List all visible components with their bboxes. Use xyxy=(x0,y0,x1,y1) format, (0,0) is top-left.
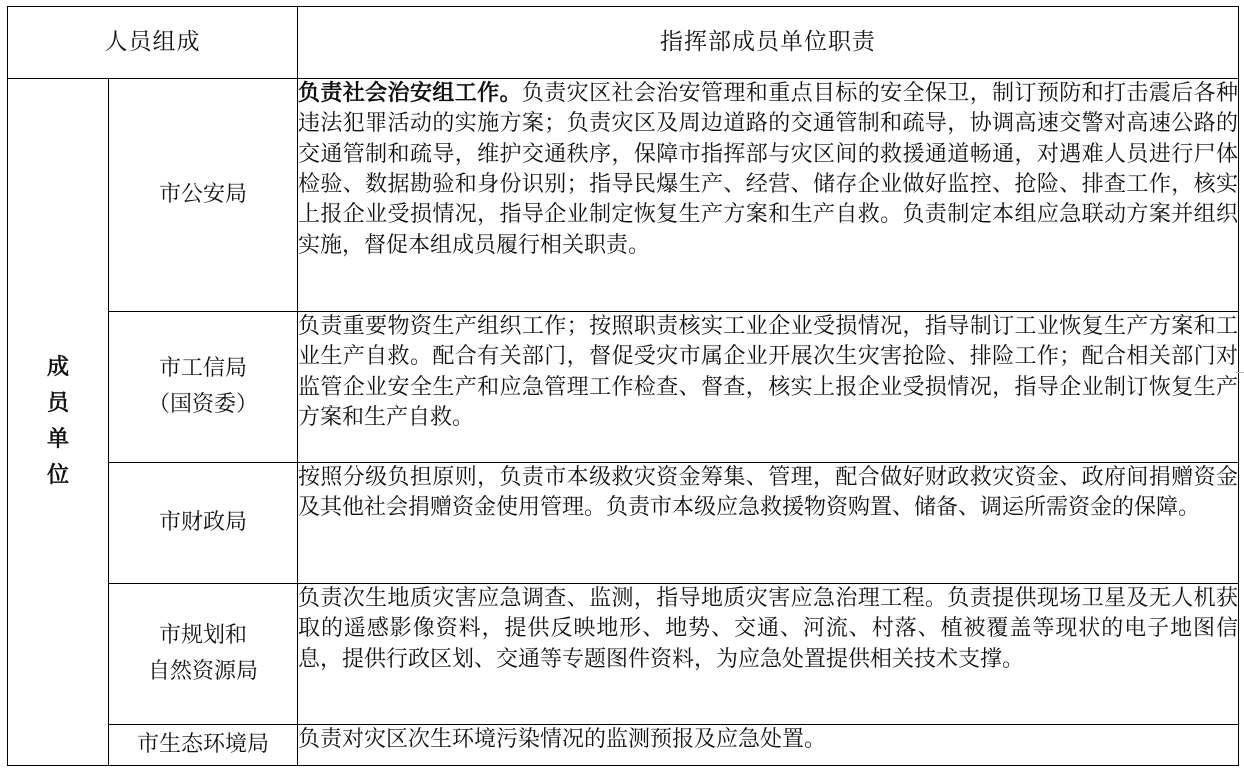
unit-name-line: 市规划和 xyxy=(158,623,247,648)
header-personnel: 人员组成 xyxy=(8,7,298,79)
unit-name-line: 市生态环境局 xyxy=(136,732,269,757)
duty-lead: 负责社会治安组工作。 xyxy=(298,81,522,106)
unit-name-line: 自然资源局 xyxy=(147,659,258,684)
table-row xyxy=(8,312,1239,463)
unit-duty xyxy=(298,463,1239,584)
member-units-group-label xyxy=(8,79,109,766)
responsibility-table xyxy=(7,6,1239,766)
table-row xyxy=(8,584,1239,725)
unit-name xyxy=(109,725,298,766)
group-char: 单 xyxy=(46,427,69,452)
unit-name-line: （国资委） xyxy=(147,392,258,417)
duty-text: 负责灾区社会治安管理和重点目标的安全保卫，制订预防和打击震后各种违法犯罪活动的实施方案；负责灾区及周边道路的交通管制和疏导，协调高速交警对高速公路的交通管制和疏导，维护交通秩序，保障市指挥部与灾区间的救援通道畅通，对遇难人员进行尸体检验、数据勘验和身份识别；指导民爆生产、经营、储存企业做好监控、抢险、排查工作，核实上报企业受损情况，指导企业制定恢复生产方案和生产自救。负责制定本组应急联动方案并组织实施，督促本组成员履行相关职责。 xyxy=(298,81,1238,258)
unit-name-line: 市工信局 xyxy=(158,356,247,381)
unit-name-line: 市公安局 xyxy=(158,182,247,207)
table-row xyxy=(8,725,1239,766)
page-edge-mark xyxy=(1236,372,1244,373)
group-char: 位 xyxy=(46,463,69,488)
group-char: 成 xyxy=(46,355,69,380)
unit-duty xyxy=(298,725,1239,766)
unit-name xyxy=(109,79,298,312)
duty-text: 负责次生地质灾害应急调查、监测，指导地质灾害应急治理工程。负责提供现场卫星及无人机获取的遥感影像资料，提供反映地形、地势、交通、河流、村落、植被覆盖等现状的电子地图信息，提供行政区划、交通等专题图件资料，为应急处置提供相关技术支撑。 xyxy=(298,586,1238,672)
table-row xyxy=(8,463,1239,584)
table-header-row xyxy=(8,7,1239,79)
unit-name xyxy=(109,584,298,725)
unit-duty xyxy=(298,79,1239,312)
group-char: 员 xyxy=(46,391,69,416)
table-row xyxy=(8,79,1239,312)
duty-text: 按照分级负担原则，负责市本级救灾资金筹集、管理，配合做好财政救灾资金、政府间捐赠资金及其他社会捐赠资金使用管理。负责市本级应急救援物资购置、储备、调运所需资金的保障。 xyxy=(298,465,1238,521)
header-duties: 指挥部成员单位职责 xyxy=(298,7,1239,79)
unit-name xyxy=(109,312,298,463)
duty-text: 负责对灾区次生环境污染情况的监测预报及应急处置。 xyxy=(298,727,827,752)
unit-duty xyxy=(298,312,1239,463)
unit-name-line: 市财政局 xyxy=(158,510,247,535)
duty-text: 负责重要物资生产组织工作；按照职责核实工业企业受损情况，指导制订工业恢复生产方案和工业生产自救。配合有关部门，督促受灾市属企业开展次生灾害抢险、排险工作；配合相关部门对监管企业安全生产和应急管理工作检查、督查，核实上报企业受损情况，指导企业制订恢复生产方案和生产自救。 xyxy=(298,314,1238,431)
unit-name xyxy=(109,463,298,584)
unit-duty xyxy=(298,584,1239,725)
